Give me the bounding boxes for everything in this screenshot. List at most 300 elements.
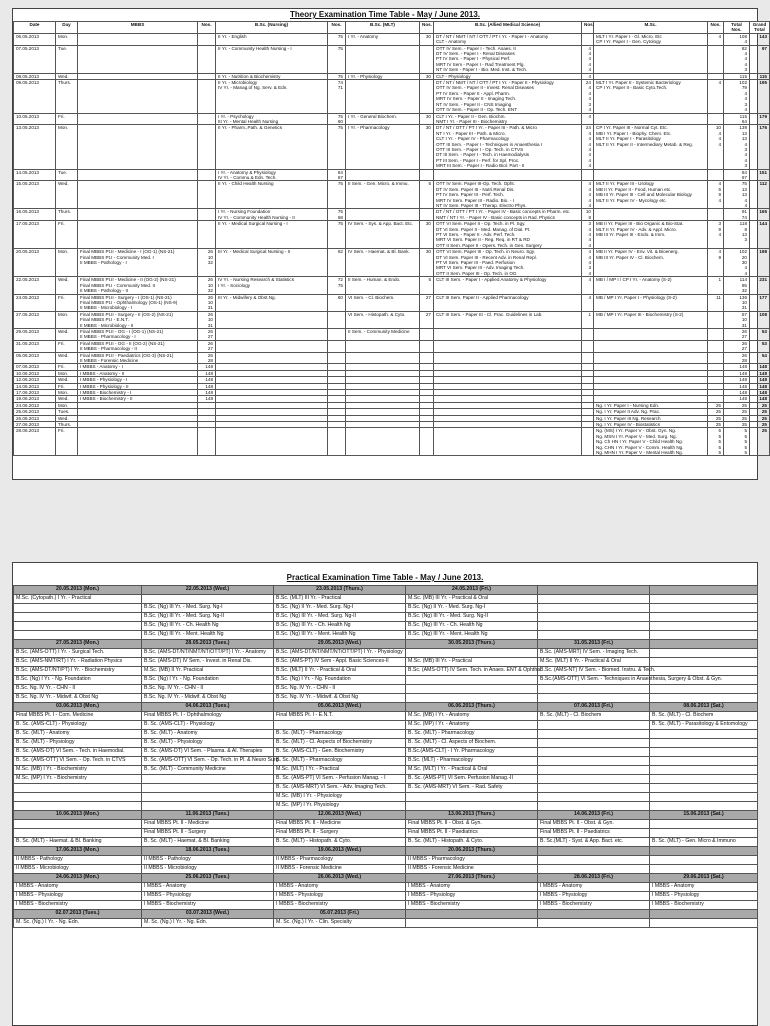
practical-date-cell [650, 847, 758, 856]
theory-cell-total: 91 74 [724, 209, 750, 221]
theory-cell-nursing-n: 75 60 [328, 113, 346, 125]
practical-cell: Final MBBS Pt. II - Paediatrics [406, 829, 538, 838]
theory-cell-total: 148 [724, 370, 750, 376]
practical-date-cell: 29.05.2013 (Wed.) [274, 640, 406, 649]
practical-date-cell [650, 910, 758, 919]
practical-cell [538, 793, 650, 802]
practical-cell: B.Sc. (Ng) II Yr. - Med. Surg. Ng-I [406, 604, 538, 613]
practical-date-cell: 30.05.2013 (Thurs.) [406, 640, 538, 649]
theory-cell-mlt: I Yr. - General Biochem. [346, 113, 420, 125]
theory-header-row [14, 22, 770, 34]
practical-date-cell: 26.06.2013 (Wed.) [274, 874, 406, 883]
theory-cell-nursing: III Yr. - Midwifery & Obst.Ng. [216, 294, 328, 311]
theory-cell-msc [594, 209, 708, 221]
practical-cell: B.Sc. (AMS-NT) IV Sem. - Biomed. Instru. & Tech. [538, 667, 650, 676]
theory-cell-mbbs: I MBBS - Biochemistry - II [78, 396, 198, 402]
theory-cell-day: Wed. [56, 352, 78, 364]
practical-cell: B.Sc. (MLT) - Pharmacology [406, 757, 538, 766]
practical-cell: B. Sc. (MLT) - Cl. Biochem [538, 712, 650, 721]
practical-cell [406, 649, 538, 658]
practical-row [14, 712, 758, 721]
practical-date-cell: 29.06.2013 (Sat.) [650, 874, 758, 883]
theory-cell-day: Mon. [56, 249, 78, 277]
practical-cell: M.Sc. (MP) I Yr. Physiology [274, 802, 406, 811]
theory-cell-date: 17.05.2013 [14, 221, 56, 249]
practical-row [14, 757, 758, 766]
theory-cell-allied: DT / NT / OTT / PT I Yr. - Paper IV - Basic concepts in Pharm. etc. NMT / NT I Yr. - Paper IV - Basic concepts in Rad. Physics [434, 209, 582, 221]
theory-cell-grand: 53 [750, 328, 770, 340]
practical-cell: B. Sc. (MLT) - Haemat. & Bl. Banking [142, 838, 274, 847]
theory-cell-allied-n [582, 428, 594, 456]
theory-cell-nursing: II Yr. - Child Health Nursing [216, 181, 328, 209]
practical-date-row [14, 640, 758, 649]
theory-cell-grand: 231 [750, 277, 770, 294]
practical-cell: Final MBBS Pt. II - Obst. & Gyn. [538, 820, 650, 829]
theory-cell-mbbs-n: 148 [198, 370, 216, 376]
practical-cell: I MBBS - Anatomy [274, 883, 406, 892]
practical-date-cell: 03.07.2013 (Wed.) [142, 910, 274, 919]
practical-row [14, 865, 758, 874]
theory-cell-date: 12.06.2013 [14, 377, 56, 383]
practical-cell [14, 604, 142, 613]
theory-cell-nursing [216, 311, 328, 328]
theory-row [14, 311, 770, 328]
theory-cell-allied-n: 1 [582, 311, 594, 328]
theory-cell-day: Fri. [56, 383, 78, 389]
theory-cell-mlt: IV Sem. - Haemat. & Bl. Bank. [346, 249, 420, 277]
practical-cell [538, 865, 650, 874]
theory-cell-nursing [216, 328, 328, 340]
practical-date-cell: 06.06.2013 (Thurs.) [406, 703, 538, 712]
theory-cell-mlt-n [420, 209, 434, 221]
theory-cell-mlt [346, 428, 420, 456]
practical-cell: M. Sc. (Ng.) I Yr. - Ng. Edn. [142, 919, 274, 928]
theory-cell-allied: CLT III Sem. - Paper I - Applied Anatomy & Physiology [434, 277, 582, 294]
theory-row [14, 221, 770, 249]
theory-cell-total: 26 27 [724, 328, 750, 340]
practical-cell: II MBBS - Forensic Medicine [274, 865, 406, 874]
theory-cell-msc-n: 25 [708, 409, 724, 415]
theory-cell-allied: CLT III Sem. - Paper III - Cl. Prac. Guidelines in Lab. [434, 311, 582, 328]
theory-cell-msc [594, 45, 708, 73]
practical-cell [538, 604, 650, 613]
practical-cell [650, 784, 758, 793]
theory-cell-mlt: VI Sem. - Cl. Biochem. [346, 294, 420, 311]
practical-cell: M.Sc. (Cytopath.) I Yr. - Practical [14, 595, 142, 604]
practical-date-cell: 27.05.2013 (Mon.) [14, 640, 142, 649]
theory-col-header: Date [14, 22, 56, 34]
theory-cell-nursing: IV Yr. - Nursing Research & Statistics I Yr. - Sociology [216, 277, 328, 294]
practical-cell: M.Sc. (MLT) I Yr. - Practical & Oral [406, 766, 538, 775]
practical-cell: B.Sc. (AMS-PT) IV Sem - Appl. Basic Sciences-II [274, 658, 406, 667]
theory-cell-nursing-n: 74 71 [328, 80, 346, 113]
practical-cell: M.Sc. (MB) II Yr. Practical [142, 667, 274, 676]
practical-cell: B.Sc. Ng. IV Yr. - Midwif. & Obst Ng [142, 694, 274, 703]
practical-cell: Final MBBS Pt. I - Com. Medicine [14, 712, 142, 721]
theory-cell-allied-n [582, 328, 594, 340]
practical-row [14, 766, 758, 775]
theory-row [14, 113, 770, 125]
practical-cell [538, 739, 650, 748]
theory-cell-msc-n: 5 5 5 5 5 [708, 428, 724, 456]
practical-cell: I MBBS - Physiology [142, 892, 274, 901]
theory-cell-mlt-n [420, 340, 434, 352]
theory-cell-mbbs: I MBBS - Physiology - I [78, 377, 198, 383]
practical-row [14, 667, 758, 676]
theory-cell-msc-n [708, 340, 724, 352]
practical-cell: M.Sc. (MB) I Yr. - Anatomy [406, 712, 538, 721]
theory-cell-mbbs: I MBBS - Anatomy - I [78, 364, 198, 370]
practical-row [14, 856, 758, 865]
practical-date-cell: 04.06.2013 (Tues.) [142, 703, 274, 712]
theory-cell-mbbs-n: 26 10 31 [198, 311, 216, 328]
theory-cell-date: 15.05.2013 [14, 181, 56, 209]
practical-cell: B.Sc.(AMS-CLT) - I Yr. Pharmacology [406, 748, 538, 757]
theory-cell-day: Wed. [56, 328, 78, 340]
theory-cell-day: Wed. [56, 377, 78, 383]
theory-cell-mbbs [78, 181, 198, 209]
theory-cell-date: 31.05.2013 [14, 340, 56, 352]
practical-cell: B.Sc. (Ng) III Yr. - Ch. Health Ng [142, 622, 274, 631]
practical-row [14, 604, 758, 613]
theory-cell-mlt-n: 30 [420, 221, 434, 249]
practical-timetable-sheet [12, 562, 758, 1026]
practical-row [14, 802, 758, 811]
practical-cell [650, 748, 758, 757]
practical-date-row [14, 703, 758, 712]
theory-cell-total: 114 85 32 [724, 277, 750, 294]
practical-cell: B.Sc. Ng. IV Yr. - CHN - II [14, 685, 142, 694]
theory-cell-mbbs: I MBBS - Physiology - II [78, 383, 198, 389]
theory-cell-date: 14.05.2013 [14, 169, 56, 181]
theory-timetable-sheet [12, 8, 767, 480]
practical-cell: I MBBS - Physiology [14, 892, 142, 901]
practical-cell [14, 793, 142, 802]
practical-row [14, 595, 758, 604]
practical-row [14, 676, 758, 685]
theory-row [14, 249, 770, 277]
theory-cell-date: 28.06.2013 [14, 428, 56, 456]
practical-title: Practical Examination Time Table - May / June 2013. [286, 573, 484, 582]
theory-cell-nursing-n: 84 67 [328, 169, 346, 181]
theory-cell-msc: MLT II Yr. Paper III - Urology MB II Yr. Paper II - Food, Human etc. MB III Yr. Paper III - Cell and Molecular Biology MLT II Yr. Paper IV - Mycology etc. [594, 181, 708, 209]
theory-cell-total: 102 20 30 4 4 [724, 249, 750, 277]
practical-cell: B. Sc. (MLT) - Histopath. & Cyto. [274, 838, 406, 847]
theory-cell-msc [594, 328, 708, 340]
theory-cell-msc-n [708, 311, 724, 328]
practical-cell [142, 784, 274, 793]
practical-cell [538, 766, 650, 775]
practical-cell [538, 613, 650, 622]
practical-date-cell: 25.06.2013 (Tues.) [142, 874, 274, 883]
theory-title: Theory Examination Time Table - May / June 2013. [290, 10, 480, 19]
theory-cell-mbbs [78, 169, 198, 181]
practical-cell: M.Sc. (MLT) II Yr. - Practical & Oral [538, 658, 650, 667]
practical-date-cell [650, 586, 758, 595]
theory-cell-date: 25.06.2013 [14, 409, 56, 415]
practical-date-cell: 02.07.2013 (Tues.) [14, 910, 142, 919]
practical-date-cell [538, 847, 650, 856]
theory-row [14, 352, 770, 364]
practical-cell: Final MBBS Pt. II - Surgery [274, 829, 406, 838]
practical-cell: Final MBBS Pt. II - Obst. & Gyn. [406, 820, 538, 829]
theory-cell-day: Wed. [56, 73, 78, 79]
practical-date-row [14, 847, 758, 856]
practical-cell: I MBBS - Biochemistry [14, 901, 142, 910]
theory-cell-nursing-n: 62 [328, 249, 346, 277]
practical-date-cell: 10.06.2013 (Mon.) [14, 811, 142, 820]
practical-cell [538, 748, 650, 757]
theory-cell-day: Mon. [56, 370, 78, 376]
practical-cell: B. Sc. (AMS-OTT) VI Sem. - Op. Tech. in Pl. & Neuro Surg. [142, 757, 274, 766]
practical-date-cell: 19.06.2013 (Wed.) [274, 847, 406, 856]
theory-cell-mlt-n [420, 80, 434, 113]
practical-date-cell: 17.06.2013 (Mon.) [14, 847, 142, 856]
theory-cell-nursing: II Yr. - Nutrition & Biochemistry [216, 73, 328, 79]
theory-cell-grand: 176 [750, 125, 770, 169]
practical-date-cell: 05.07.2013 (Fri.) [274, 910, 406, 919]
theory-cell-mbbs: Final MBBS Pt.II - Surgery - I (OS-1) (NS-21) Final MBBS Pt.I - Ophthalmology (OS-1) (NS-9) II MBBS - Microbiology - I [78, 294, 198, 311]
practical-cell [274, 721, 406, 730]
theory-cell-nursing-n [328, 352, 346, 364]
theory-cell-msc-n: 1 [708, 277, 724, 294]
theory-cell-total: 118 8 13 3 [724, 221, 750, 249]
theory-cell-nursing: II Yr. - English [216, 33, 328, 45]
practical-cell: II MBBS - Microbiology [142, 865, 274, 874]
theory-cell-msc-n [708, 45, 724, 73]
theory-cell-grand: 165 [750, 209, 770, 221]
practical-cell [538, 694, 650, 703]
practical-cell: B.Sc. (AMS-NMT/RT) I Yr. - Radiation Physics [14, 658, 142, 667]
theory-cell-mlt [346, 80, 420, 113]
theory-cell-mbbs: Final MBBS Pt.II - Paediatrics (OG-3) (NS-21) II MBBS - Forensic Medicine [78, 352, 198, 364]
theory-cell-day: Wed. [56, 277, 78, 294]
theory-cell-grand: 148 [750, 370, 770, 376]
theory-col-header: B.Sc. (Allied Medical Science) [434, 22, 582, 34]
practical-date-row [14, 874, 758, 883]
theory-cell-nursing [216, 340, 328, 352]
theory-cell-nursing [216, 428, 328, 456]
theory-cell-day: Fri. [56, 294, 78, 311]
theory-cell-total: 26 27 [724, 340, 750, 352]
practical-cell: I MBBS - Anatomy [650, 883, 758, 892]
theory-cell-date: 06.05.2013 [14, 33, 56, 45]
theory-cell-date: 08.05.2013 [14, 73, 56, 79]
practical-cell [650, 739, 758, 748]
theory-cell-mlt: IV Sem. - Sys. & App. Bact. Etc. [346, 221, 420, 249]
theory-cell-allied [434, 328, 582, 340]
theory-cell-total: 115 64 [724, 113, 750, 125]
theory-cell-msc: Ng. I Yr. Paper IV - Biostatistics [594, 422, 708, 428]
theory-cell-mbbs [78, 113, 198, 125]
theory-cell-mlt: II Sem. - Gen. Micro. & Immu. [346, 181, 420, 209]
practical-row [14, 649, 758, 658]
theory-cell-mbbs [78, 125, 198, 169]
practical-cell [650, 667, 758, 676]
practical-date-cell [538, 586, 650, 595]
practical-cell [650, 793, 758, 802]
practical-cell: B.Sc. (Ng) III Yr. - Med. Surg. Ng-II [406, 613, 538, 622]
theory-row [14, 33, 770, 45]
theory-cell-grand: 151 [750, 169, 770, 181]
theory-cell-day: Fri. [56, 340, 78, 352]
theory-cell-date: 24.05.2013 [14, 294, 56, 311]
theory-cell-msc [594, 169, 708, 181]
theory-cell-grand: 195 [750, 80, 770, 113]
theory-cell-msc-n [708, 113, 724, 125]
theory-col-header: Day [56, 22, 78, 34]
practical-cell [406, 793, 538, 802]
theory-cell-total: 57 10 31 [724, 311, 750, 328]
theory-cell-mlt-n: 30 [420, 113, 434, 125]
theory-table [13, 21, 770, 456]
theory-cell-allied [434, 352, 582, 364]
theory-col-header: Nos. [582, 22, 594, 34]
practical-row [14, 631, 758, 640]
theory-cell-allied: CLT I Yr. - Paper II - Gen. Biochm. NMT I Yr. - Paper III - Biochemistry [434, 113, 582, 125]
practical-cell [650, 730, 758, 739]
theory-cell-msc-n: 4 6 9 4 [708, 181, 724, 209]
theory-cell-msc [594, 113, 708, 125]
theory-cell-mlt: I Yr. - Anatomy [346, 33, 420, 45]
practical-date-cell [406, 910, 538, 919]
theory-cell-msc-n [708, 169, 724, 181]
practical-cell: B. Sc. (AMS-CLT) - Physiology [14, 721, 142, 730]
theory-cell-mbbs-n: 148 [198, 377, 216, 383]
theory-cell-mlt [346, 45, 420, 73]
theory-cell-grand: 25 [750, 409, 770, 415]
theory-cell-date: 27.05.2013 [14, 311, 56, 328]
practical-cell: B. Sc. (MLT) - Pharmacology [274, 730, 406, 739]
theory-cell-msc-n: 3 9 4 [708, 221, 724, 249]
theory-cell-nursing-n [328, 340, 346, 352]
theory-cell-mlt: I Yr. - Pharmacology [346, 125, 420, 169]
practical-cell [650, 685, 758, 694]
theory-cell-grand: 148 [750, 377, 770, 383]
theory-row [14, 428, 770, 456]
practical-row [14, 730, 758, 739]
theory-cell-day: Wed. [56, 415, 78, 421]
theory-cell-msc-n: 25 [708, 422, 724, 428]
theory-cell-mlt-n: 27 [420, 294, 434, 311]
practical-cell: B. Sc. (AMS-MRT) VI Sem. - Adv. Imaging Tech. [274, 784, 406, 793]
practical-cell: II MBBS - Pharmacology [406, 856, 538, 865]
theory-cell-mbbs-n [198, 169, 216, 181]
theory-cell-msc: MLT I Yr. Paper I - Gl. Micro. Etc CP I Yr. Paper I - Gen. Cytology [594, 33, 708, 45]
practical-date-cell: 24.05.2013 (Fri.) [406, 586, 538, 595]
theory-cell-day: Fri. [56, 428, 78, 456]
theory-cell-grand: 108 [750, 311, 770, 328]
practical-cell: Final MBBS Pt. II - Medicine [274, 820, 406, 829]
theory-cell-date: 22.05.2013 [14, 277, 56, 294]
practical-cell [538, 919, 650, 928]
theory-cell-total: 148 [724, 383, 750, 389]
theory-cell-mbbs [78, 45, 198, 73]
practical-cell [406, 685, 538, 694]
theory-row [14, 125, 770, 169]
theory-cell-nursing-n [328, 311, 346, 328]
theory-cell-grand: 179 [750, 113, 770, 125]
theory-cell-nursing: II Yr. - Community Health Nursing - I [216, 45, 328, 73]
theory-cell-allied-n: 4 4 4 4 4 [582, 181, 594, 209]
practical-cell [142, 775, 274, 784]
theory-cell-allied-n: 4 [582, 294, 594, 311]
theory-cell-day: Tue. [56, 45, 78, 73]
theory-cell-grand: 54 [750, 352, 770, 364]
theory-cell-date: 14.06.2013 [14, 383, 56, 389]
practical-row [14, 622, 758, 631]
theory-cell-day: Mon. [56, 125, 78, 169]
theory-cell-date: 09.05.2013 [14, 80, 56, 113]
practical-cell [406, 694, 538, 703]
theory-cell-grand: 148 [750, 390, 770, 396]
theory-cell-mbbs-n [198, 428, 216, 456]
practical-cell [538, 856, 650, 865]
practical-cell [650, 802, 758, 811]
theory-cell-allied-n [582, 169, 594, 181]
practical-cell [538, 622, 650, 631]
theory-cell-day: Mon. [56, 33, 78, 45]
practical-date-cell: 28.06.2013 (Fri.) [538, 874, 650, 883]
practical-cell [650, 613, 758, 622]
practical-cell: B. Sc.(MLT) - Syst. & App. Bact. etc. [538, 838, 650, 847]
theory-row [14, 340, 770, 352]
theory-cell-allied-n: 24 4 4 4 3 4 [582, 80, 594, 113]
practical-date-cell: 23.05.2013 (Thurs.) [274, 586, 406, 595]
theory-cell-date: 10.06.2013 [14, 370, 56, 376]
practical-cell: B.Sc. (AMS-MRT) IV Sem. - Imaging Tech. [538, 649, 650, 658]
practical-cell: I MBBS - Biochemistry [406, 901, 538, 910]
theory-cell-msc: MB II Yr. Paper III - Bio Organic & Bio-Stat. MLT II Yr. Paper IV - Adv. & Appl. Micro. MB III Yr. Paper III - Endo. & Imm. [594, 221, 708, 249]
theory-cell-grand: 148 [750, 383, 770, 389]
theory-cell-total: 115 [724, 73, 750, 79]
theory-cell-mbbs [78, 209, 198, 221]
theory-col-header: Nos. [328, 22, 346, 34]
practical-cell: B.Sc. (Ng) III Yr. - Ch. Health Ng [274, 622, 406, 631]
theory-cell-msc [594, 340, 708, 352]
theory-cell-msc: Ng. I Yr. Paper III Ng. Research [594, 415, 708, 421]
practical-cell: B.Sc. (Ng) III Yr. - Ch. Health Ng [406, 622, 538, 631]
theory-cell-allied [434, 428, 582, 456]
practical-date-cell: 03.06.2013 (Mon.) [14, 703, 142, 712]
practical-row [14, 829, 758, 838]
theory-cell-mlt [346, 209, 420, 221]
theory-cell-grand: 148 [750, 396, 770, 402]
theory-col-header: Nos. [420, 22, 434, 34]
theory-row [14, 294, 770, 311]
theory-cell-msc: MB / MP I Yr. Paper I - Physiology (S-2) [594, 294, 708, 311]
theory-cell-grand: 25 [750, 422, 770, 428]
theory-cell-allied-n: 4 4 4 3 4 [582, 249, 594, 277]
theory-cell-day: Mon. [56, 311, 78, 328]
practical-cell: B.Sc. (Ng) III Yr. - Ment. Health Ng [274, 631, 406, 640]
practical-cell [650, 604, 758, 613]
practical-cell: B. Sc. (MLT) - Anatomy [14, 730, 142, 739]
practical-cell [650, 775, 758, 784]
practical-row [14, 721, 758, 730]
practical-cell: Final MBBS Pt. II - Surgery [142, 829, 274, 838]
practical-row [14, 838, 758, 847]
theory-cell-mbbs: Final MBBS Pt.II - OG - I (OG-1) (NS-21) II MBBS - Pharmacology - I [78, 328, 198, 340]
theory-cell-mbbs-n [198, 125, 216, 169]
practical-cell [650, 694, 758, 703]
practical-cell [538, 685, 650, 694]
practical-cell: B.Sc. (AMS-DT/NT/NMT/NT/OTT/PT) I Yr. - Physiology [274, 649, 406, 658]
practical-cell: M. Sc. (Ng.) I Yr. - Clin. Specialty [274, 919, 406, 928]
practical-cell: B. Sc. (AMS-PT) VI Sem. Perfusion Manag.-II [406, 775, 538, 784]
theory-cell-grand: 115 [750, 73, 770, 79]
theory-cell-allied-n: 4 [582, 113, 594, 125]
